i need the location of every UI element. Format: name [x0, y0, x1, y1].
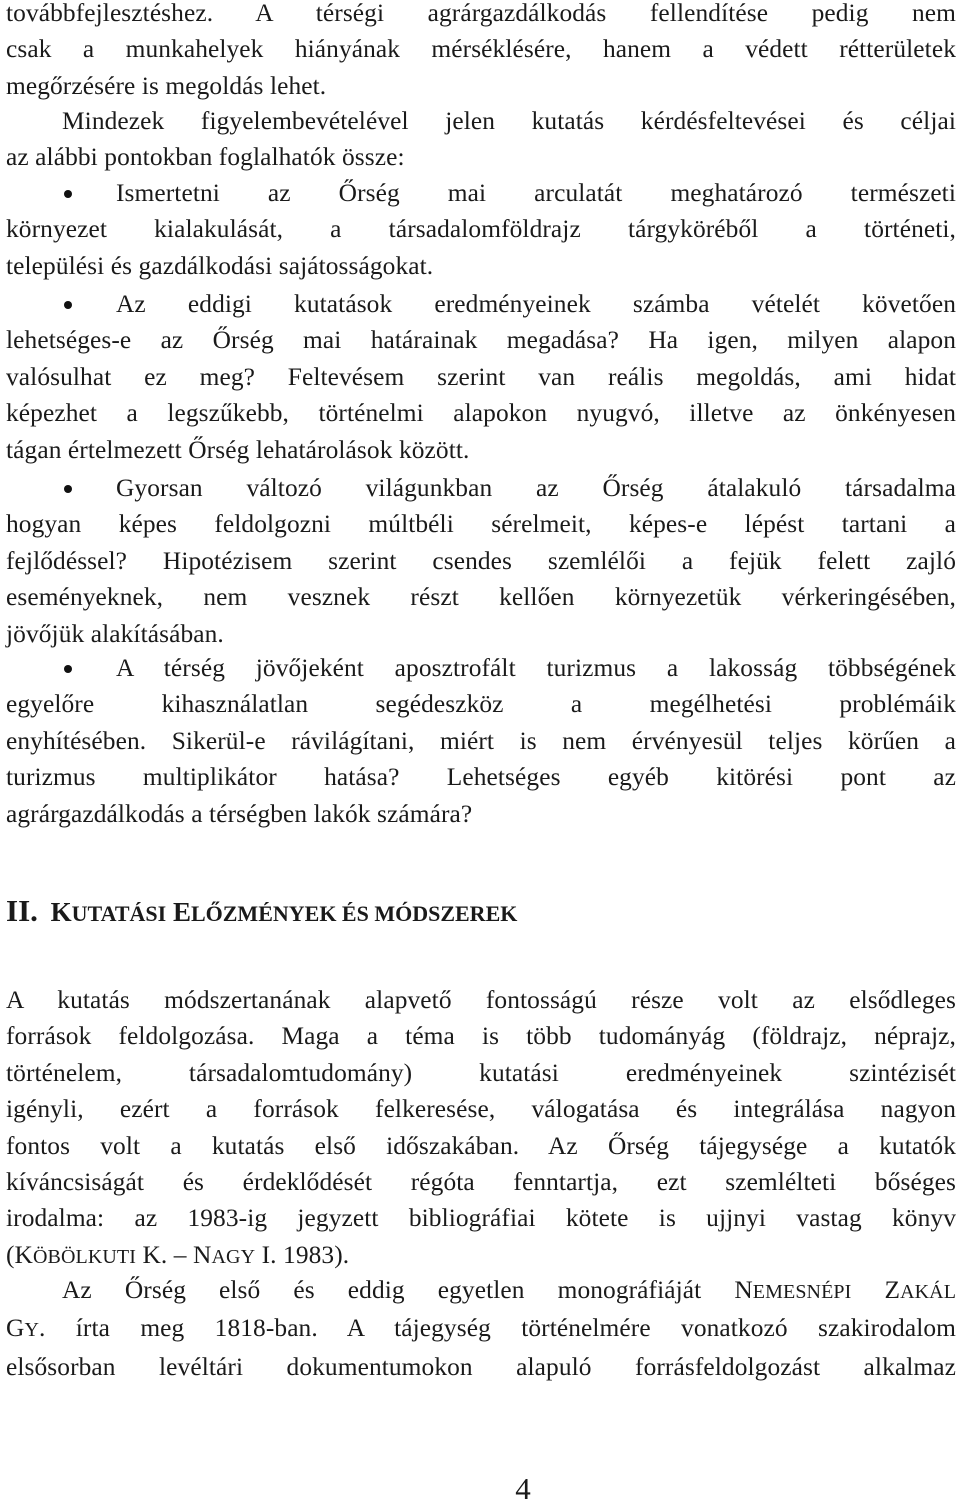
cite-smallcaps: AGY: [211, 1245, 256, 1268]
text-line: igényli, ezért a források felkeresése, válogatása és integrálása nagyon: [6, 1095, 956, 1124]
section-heading: [6, 893, 517, 932]
heading-initial: K: [50, 897, 72, 927]
text-line: elsősorban levéltári dokumentumokon alapuló forrásfeldolgozást alkalmaz: [6, 1352, 956, 1381]
bullet-item: [6, 650, 956, 832]
text-line: Mindezek figyelembevételével jelen kutatás kérdésfeltevései és céljai: [62, 107, 956, 135]
text-line: csak a munkahelyek hiányának mérséklésére, hanem a védett rétterületek: [6, 35, 956, 64]
author-smallcaps: AKÁL: [900, 1281, 957, 1303]
heading-number: II.: [6, 893, 38, 928]
heading-initial: E: [172, 897, 191, 927]
text-line: továbbfejlesztéshez. A térségi agrárgazdálkodás fellendítése pedig nem: [6, 0, 956, 27]
cite-smallcaps: ÖBÖLKUTI: [33, 1245, 137, 1268]
text-run: . írta meg 1818-ban. A tájegység történelmére vonatkozó szakirodalom: [38, 1314, 956, 1343]
bullet-item: [6, 175, 956, 284]
text-line: történelem, társadalomtudomány) kutatási eredményeinek szintézisét: [6, 1058, 956, 1087]
text-line: tágan értelmezett Őrség lehatárolások között.: [6, 435, 470, 464]
text-run: G: [6, 1314, 25, 1343]
text-line: egyelőre kihasználatlan segédeszköz a megélhetési problémáik: [6, 690, 956, 719]
text-line: fejlődéssel? Hipotézisem szerint csendes szemlélői a fejük felett zajló: [6, 546, 956, 575]
text-line: képezhet a legszűkebb, történelmi alapokon nyugvó, illetve az önkényesen: [6, 399, 956, 428]
text-line: turizmus multiplikátor hatása? Lehetséges egyéb kitörési pont az: [6, 763, 956, 792]
text-line: enyhítésében. Sikerül-e rávilágítani, miért is nem érvényesül teljes körűen a: [6, 726, 956, 755]
text-line: fontos volt a kutatás első időszakában. Az Őrség tájegysége a kutatók: [6, 1131, 956, 1160]
cite-part: K. – N: [136, 1240, 212, 1269]
text-run: Z: [851, 1276, 901, 1304]
cite-part: (K: [6, 1240, 33, 1269]
top-paragraph: [6, 0, 956, 104]
text-line: települési és gazdálkodási sajátosságokat.: [6, 251, 434, 280]
bullet-dot-icon: [64, 190, 72, 198]
intro-paragraph: [6, 103, 956, 176]
text-line: Gyorsan változó világunkban az Őrség átalakuló társadalma: [116, 474, 956, 502]
cite-part: I. 1983).: [255, 1240, 350, 1269]
text-line: megőrzésére is megoldás lehet.: [6, 71, 327, 100]
text-line: [6, 1310, 956, 1348]
monograph-paragraph: [6, 1272, 956, 1385]
heading-smallcaps: LŐZMÉNYEK ÉS MÓDSZEREK: [190, 901, 518, 926]
bullet-dot-icon: [64, 485, 72, 493]
method-paragraph: [6, 982, 956, 1275]
bullet-dot-icon: [64, 665, 72, 673]
heading-smallcaps: UTATÁSI: [71, 901, 167, 926]
text-line: valósulhat ez meg? Feltevésem szerint van reális megoldás, ami hidat: [6, 362, 956, 391]
text-line: kíváncsiságát és érdeklődését régóta fenntartja, ezt szemlélteti bőséges: [6, 1168, 956, 1197]
bullet-dot-icon: [64, 301, 72, 309]
text-line: lehetséges-e az Őrség mai határainak megadása? Ha igen, milyen alapon: [6, 326, 956, 355]
citation-line: [6, 1237, 956, 1275]
text-line: Az eddigi kutatások eredményeinek számba vételét követően: [116, 290, 956, 318]
text-line: irodalma: az 1983-ig jegyzett bibliográfiai kötete is ujjnyi vastag könyv: [6, 1204, 956, 1233]
bullet-item: [6, 470, 956, 652]
author-smallcaps: EMESNÉPI: [752, 1281, 852, 1303]
text-line: jövőjük alakításában.: [6, 619, 224, 648]
text-line: környezet kialakulását, a társadalomföldrajz tárgyköréből a történeti,: [6, 215, 956, 244]
text-line: az alábbi pontokban foglalhatók össze:: [6, 143, 405, 172]
text-line: A kutatás módszertanának alapvető fontosságú része volt az elsődleges: [6, 986, 956, 1014]
text-line: eseményeknek, nem vesznek részt kellően környezetük vérkeringésében,: [6, 583, 956, 612]
text-line: A térség jövőjeként aposztrofált turizmus a lakosság többségének: [116, 654, 956, 682]
bullet-item: [6, 286, 956, 468]
text-line: agrárgazdálkodás a térségben lakók számára?: [6, 799, 473, 828]
text-line: [6, 1272, 956, 1310]
text-run: Az Őrség első és eddig egyetlen monográfiáját N: [62, 1276, 753, 1304]
text-line: hogyan képes feldolgozni múltbéli sérelmeit, képes-e lépést tartani a: [6, 510, 956, 539]
author-smallcaps: Y: [24, 1319, 39, 1342]
page-number: 4: [515, 1471, 531, 1506]
text-line: források feldolgozása. Maga a téma is több tudományág (földrajz, néprajz,: [6, 1022, 956, 1051]
text-line: Ismertetni az Őrség mai arculatát meghatározó természeti: [116, 179, 956, 207]
